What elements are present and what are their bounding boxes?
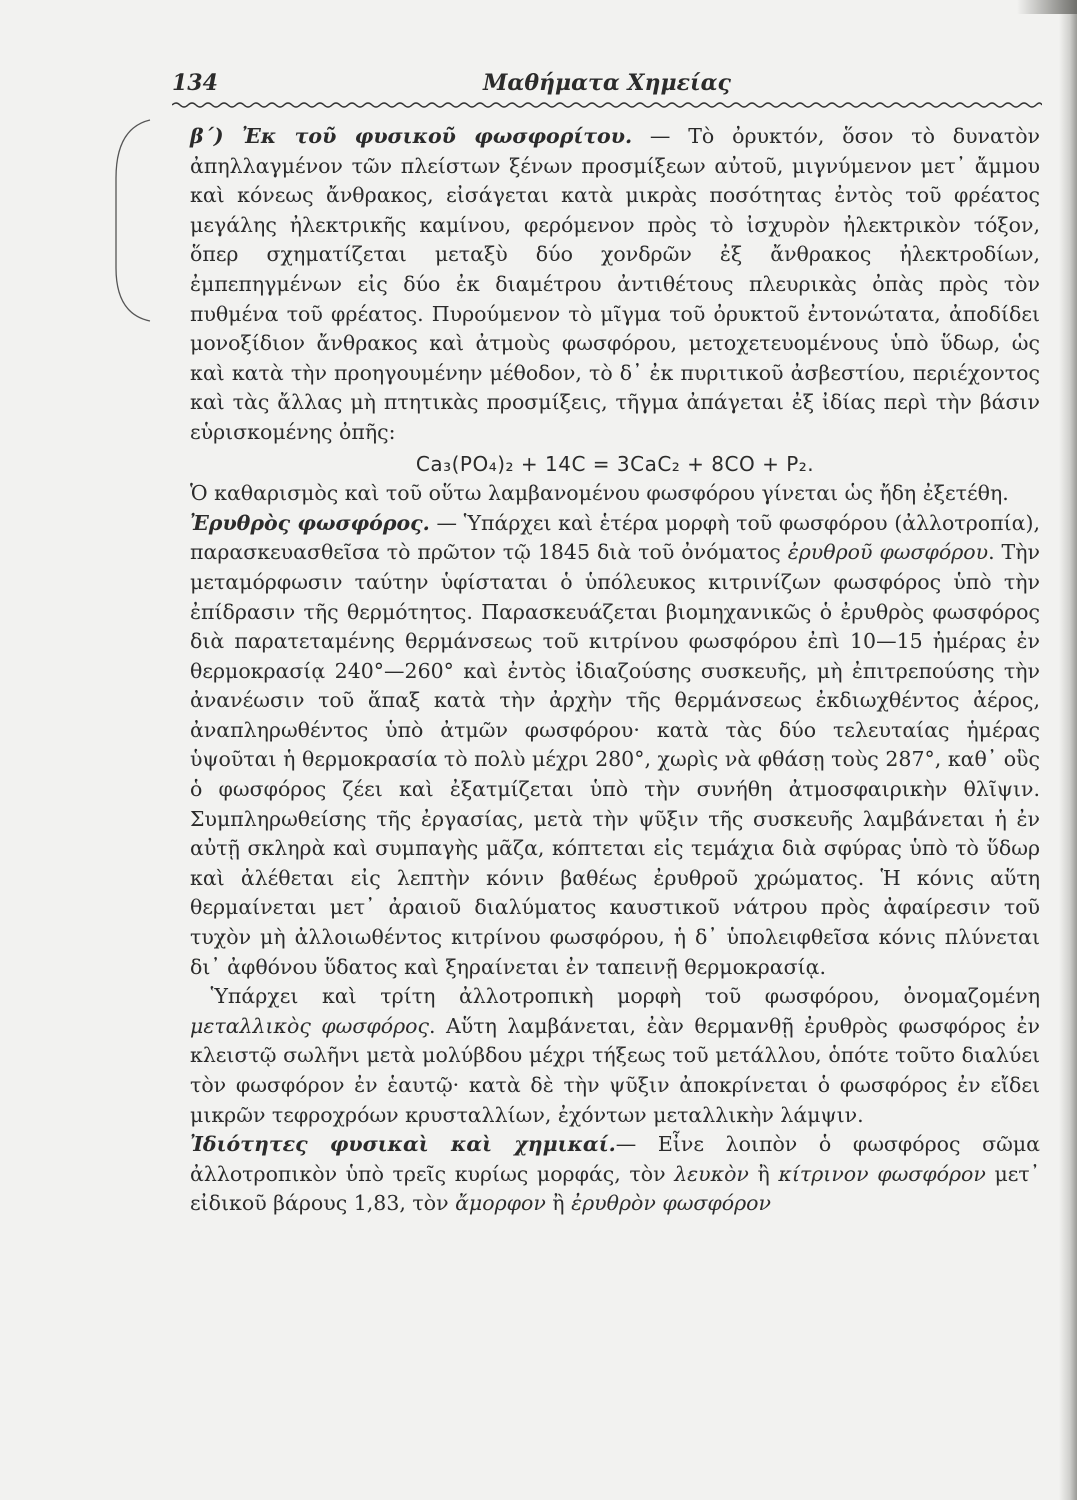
paragraph-purification — [190, 479, 1040, 509]
page-number: 134 — [172, 70, 218, 96]
paragraph-text: — Τὸ ὀρυκτόν, ὅσον τὸ δυνατὸν ἀπηλλαγμένον τῶν πλείστων ξένων προσμίξεων αὐτοῦ, μιγνύμενον μετ᾽ ἄμμου καὶ κόνεως ἄνθρακος, εἰσάγεται κατὰ μικρὰς ποσότητας ἐντὸς τοῦ φρέατος μεγάλης ἠλεκτρικῆς καμίνου, φερόμενον πρὸς τὸ ἰσχυρὸν ἠλεκτρικὸν τόξον, ὅπερ σχηματίζεται μεταξὺ δύο χονδρῶν ἐξ ἄνθρακος ἠλεκτροδίων, ἐμπεπηγμένων εἰς δύο ἐκ διαμέτρου ἀντιθέτους πλευρικὰς ὀπὰς πρὸς τὸν πυθμένα τοῦ φρέατος. Πυρούμενον τὸ μῖγμα τοῦ ὀρυκτοῦ ἐντονώτατα, ἀποδίδει μονοξίδιον ἄνθρακος καὶ ἀτμοὺς φωσφόρου, μετοχετευομένους ὑπὸ ὕδωρ, ὡς καὶ κατὰ τὴν προηγουμένην μέθοδον, τὸ δ᾽ ἐκ πυριτικοῦ ἀσβεστίου, περιέχοντος καὶ τὰς ἄλλας μὴ πτητικὰς προσμίξεις, τῆγμα ἀπάγεται ἐξ ἰδίας περὶ τὴν βάσιν εὑρισκομένης ὀπῆς: — [190, 124, 1040, 444]
italic-term: ἐρυθρὸν φωσφόρον — [571, 1191, 771, 1216]
page-edge-shadow — [1059, 0, 1077, 1500]
paragraph-text: Ὁ καθαρισμὸς καὶ τοῦ οὕτω λαμβανομένου φωσφόρου γίνεται ὡς ἤδη ἐξετέθη. — [190, 481, 1009, 506]
paragraph-text: ἢ — [545, 1191, 572, 1216]
paragraph-text: μετ᾽ εἰδικοῦ βάρους 1,83, τὸν — [190, 1161, 1040, 1216]
italic-term: ἄμορφον — [455, 1191, 546, 1216]
italic-term: λευκὸν — [674, 1161, 749, 1186]
paragraph-natural-phosphorite — [190, 122, 1040, 448]
paragraph-text: . Τὴν μεταμόρφωσιν ταύτην ὑφίσταται ὁ ὑπόλευκος κιτρινίζων φωσφόρος ὑπὸ τὴν ἐπίδρασιν τῆς θερμότητος. Παρασκευάζεται βιομηχανικῶς ὁ ἐρυθρὸς φωσφόρος διὰ παρατεταμένης θερμάνσεως τοῦ κιτρίνου φωσφόρου ἐπὶ 10—15 ἡμέρας ἐν θερμοκρασίᾳ 240°—260° καὶ ἐντὸς ἰδιαζούσης συσκευῆς, μὴ ἐπιτρεπούσης τὴν ἀνανέωσιν τοῦ ἅπαξ κατὰ τὴν ἀρχὴν τῆς θερμάνσεως ἐκδιωχθέντος ἀέρος, ἀναπληρωθέντος ὑπὸ ἀτμῶν φωσφόρου· κατὰ τὰς δύο τελευταίας ἡμέρας ὑψοῦται ἡ θερμοκρασία τὸ πολὺ μέχρι 280°, χωρὶς νὰ φθάσῃ τοὺς 287°, καθ᾽ οὓς ὁ φωσφόρος ζέει καὶ ἐξατμίζεται ὑπὸ τὴν συνήθη ἀτμοσφαιρικὴν θλῖψιν. Συμπληρωθείσης τῆς ἐργασίας, μετὰ τὴν ψῦξιν τῆς συσκευῆς λαμβάνεται ἡ ἐν αὐτῇ σκληρὰ καὶ συμπαγὴς μᾶζα, κόπτεται εἰς τεμάχια διὰ σφύρας ὑπὸ τὸ ὕδωρ καὶ ἀλέθεται εἰς λεπτὴν κόνιν βαθέως ἐρυθροῦ χρώματος. Ἡ κόνις αὕτη θερμαίνεται μετ᾽ ἀραιοῦ διαλύματος καυστικοῦ νάτρου πρὸς ἀφαίρεσιν τοῦ τυχὸν μὴ ἀλλοιωθέντος κιτρίνου φωσφόρου, ἡ δ᾽ ὑπολειφθεῖσα κόνις πλύνεται δι᾽ ἀφθόνου ὕδατος καὶ ξηραίνεται ἐν ταπεινῇ θερμοκρασίᾳ. — [190, 540, 1040, 979]
paragraph-red-phosphorus — [190, 509, 1040, 983]
italic-term: μεταλλικὸς φωσφόρος — [190, 1013, 429, 1038]
wavy-header-rule — [172, 100, 1042, 110]
section-heading: Ἐρυθρὸς φωσφόρος. — [190, 510, 430, 535]
italic-term: κίτρινον φωσφόρον — [778, 1161, 986, 1186]
paragraph-text: — Εἶνε λοιπὸν ὁ φωσφόρος σῶμα ἀλλοτροπικὸν ὑπὸ τρεῖς κυρίως μορφάς, τὸν — [190, 1132, 1040, 1186]
page-header — [172, 68, 1042, 98]
chemical-equation: Ca₃(PO₄)₂ + 14C = 3CaC₂ + 8CO + P₂. — [415, 451, 815, 476]
running-title: Μαθήματα Χημείας — [483, 70, 731, 96]
paragraph-metallic-phosphorus — [190, 982, 1040, 1130]
section-heading: β΄) Ἐκ τοῦ φυσικοῦ φωσφορίτου. — [190, 124, 633, 148]
paragraph-text: Ὑπάρχει καὶ τρίτη ἀλλοτροπικὴ μορφὴ τοῦ φωσφόρου, ὀνομαζομένη — [210, 984, 1040, 1009]
paragraph-text: . Αὕτη λαμβάνεται, ἐὰν θερμανθῇ ἐρυθρὸς φωσφόρος ἐν κλειστῷ σωλῆνι μετὰ μολύβδου μέχρι τήξεως τοῦ μετάλλου, ὁπότε τοῦτο διαλύει τὸν φωσφόρον ἐν ἑαυτῷ· κατὰ δὲ τὴν ψῦξιν ἀποκρίνεται ὁ φωσφόρος ἐν εἴδει μικρῶν τεφροχρόων κρυσταλλίων, ἐχόντων μεταλλικὴν λάμψιν. — [190, 1013, 1040, 1127]
italic-term: ἐρυθροῦ φωσφόρου — [787, 540, 989, 565]
paragraph-text: ἢ — [748, 1161, 779, 1186]
page-corner-shadow — [1017, 0, 1077, 14]
paragraph-properties — [190, 1130, 1040, 1219]
section-heading: Ἰδιότητες φυσικαὶ καὶ χημικαί. — [190, 1132, 616, 1157]
main-text — [190, 122, 1040, 1219]
margin-bracket — [112, 118, 152, 323]
paragraph-text: — Ὑπάρχει καὶ ἑτέρα μορφὴ τοῦ φωσφόρου (ἀλλοτροπία), παρασκευασθεῖσα τὸ πρῶτον τῷ 1845 διὰ τοῦ ὀνόματος — [190, 510, 1040, 565]
